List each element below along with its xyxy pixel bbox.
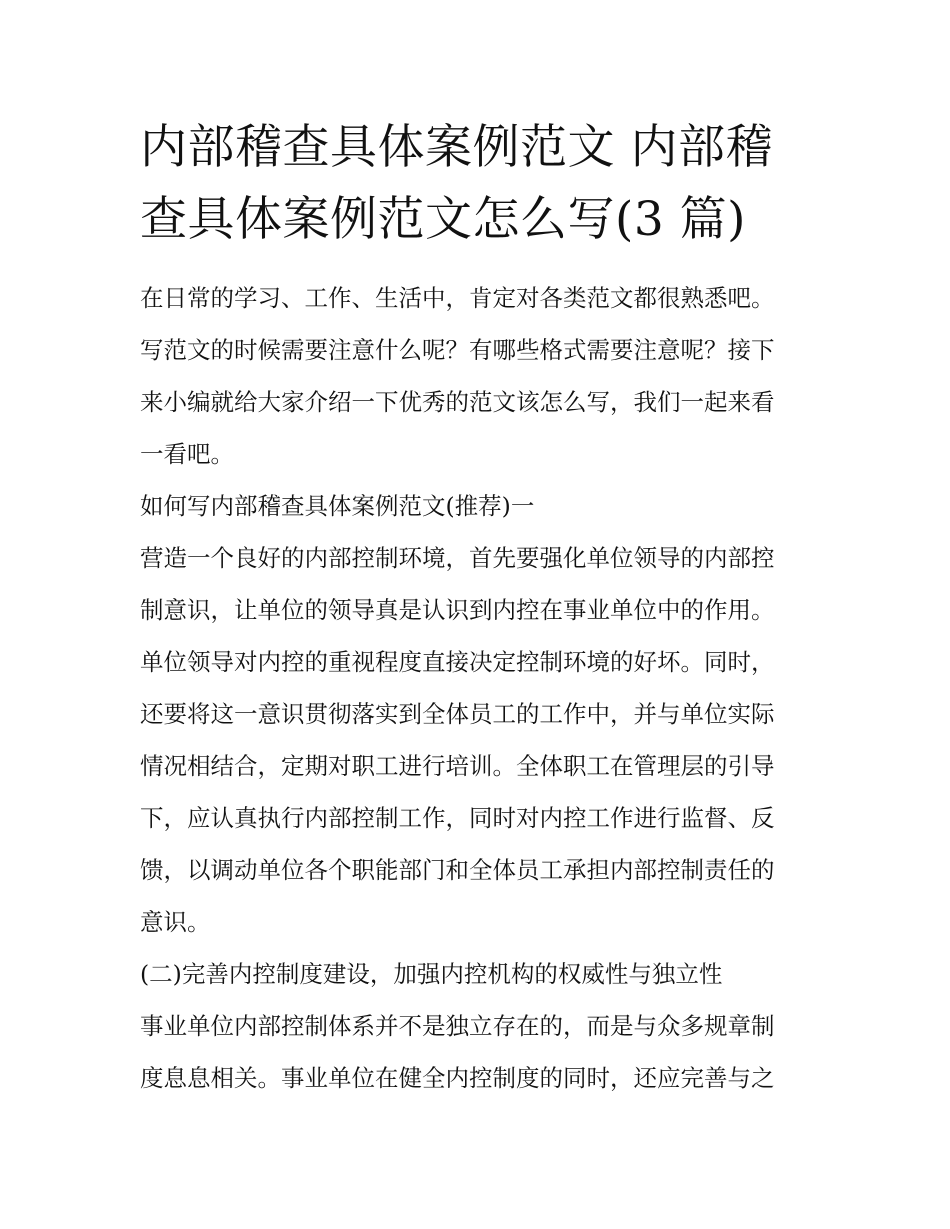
paragraph-line: 单位领导对内控的重视程度直接决定控制环境的好坏。同时，: [140, 648, 775, 676]
section-heading: 如何写内部稽查具体案例范文(推荐)一: [140, 492, 535, 520]
paragraph-line: 还要将这一意识贯彻落实到全体员工的工作中，并与单位实际: [140, 700, 775, 728]
document-title: [140, 112, 820, 256]
paragraph-line: 情况相结合，定期对职工进行培训。全体职工在管理层的引导: [140, 752, 775, 780]
title-line: 内部稽查具体案例范文 内部稽: [140, 120, 773, 175]
intro-line: 在日常的学习、工作、生活中，肯定对各类范文都很熟悉吧。: [140, 284, 775, 312]
paragraph-line: 意识。: [140, 908, 211, 936]
title-line: 查具体案例范文怎么写(3 篇): [140, 192, 747, 247]
paragraph-line: 度息息相关。事业单位在健全内控制度的同时，还应完善与之: [140, 1064, 775, 1092]
intro-line: 来小编就给大家介绍一下优秀的范文该怎么写，我们一起来看: [140, 388, 775, 416]
paragraph-line: 营造一个良好的内部控制环境，首先要强化单位领导的内部控: [140, 544, 775, 572]
paragraph-line: 制意识，让单位的领导真是认识到内控在事业单位中的作用。: [140, 596, 775, 624]
paragraph-line: 下，应认真执行内部控制工作，同时对内控工作进行监督、反: [140, 804, 775, 832]
subheading-line: (二)完善内控制度建设，加强内控机构的权威性与独立性: [140, 960, 723, 988]
paragraph-line: 馈，以调动单位各个职能部门和全体员工承担内部控制责任的: [140, 856, 775, 884]
paragraph-line: 事业单位内部控制体系并不是独立存在的，而是与众多规章制: [140, 1012, 775, 1040]
intro-line: 一看吧。: [140, 440, 234, 468]
intro-line: 写范文的时候需要注意什么呢？有哪些格式需要注意呢？接下: [140, 336, 775, 364]
document-body: [140, 272, 830, 1104]
